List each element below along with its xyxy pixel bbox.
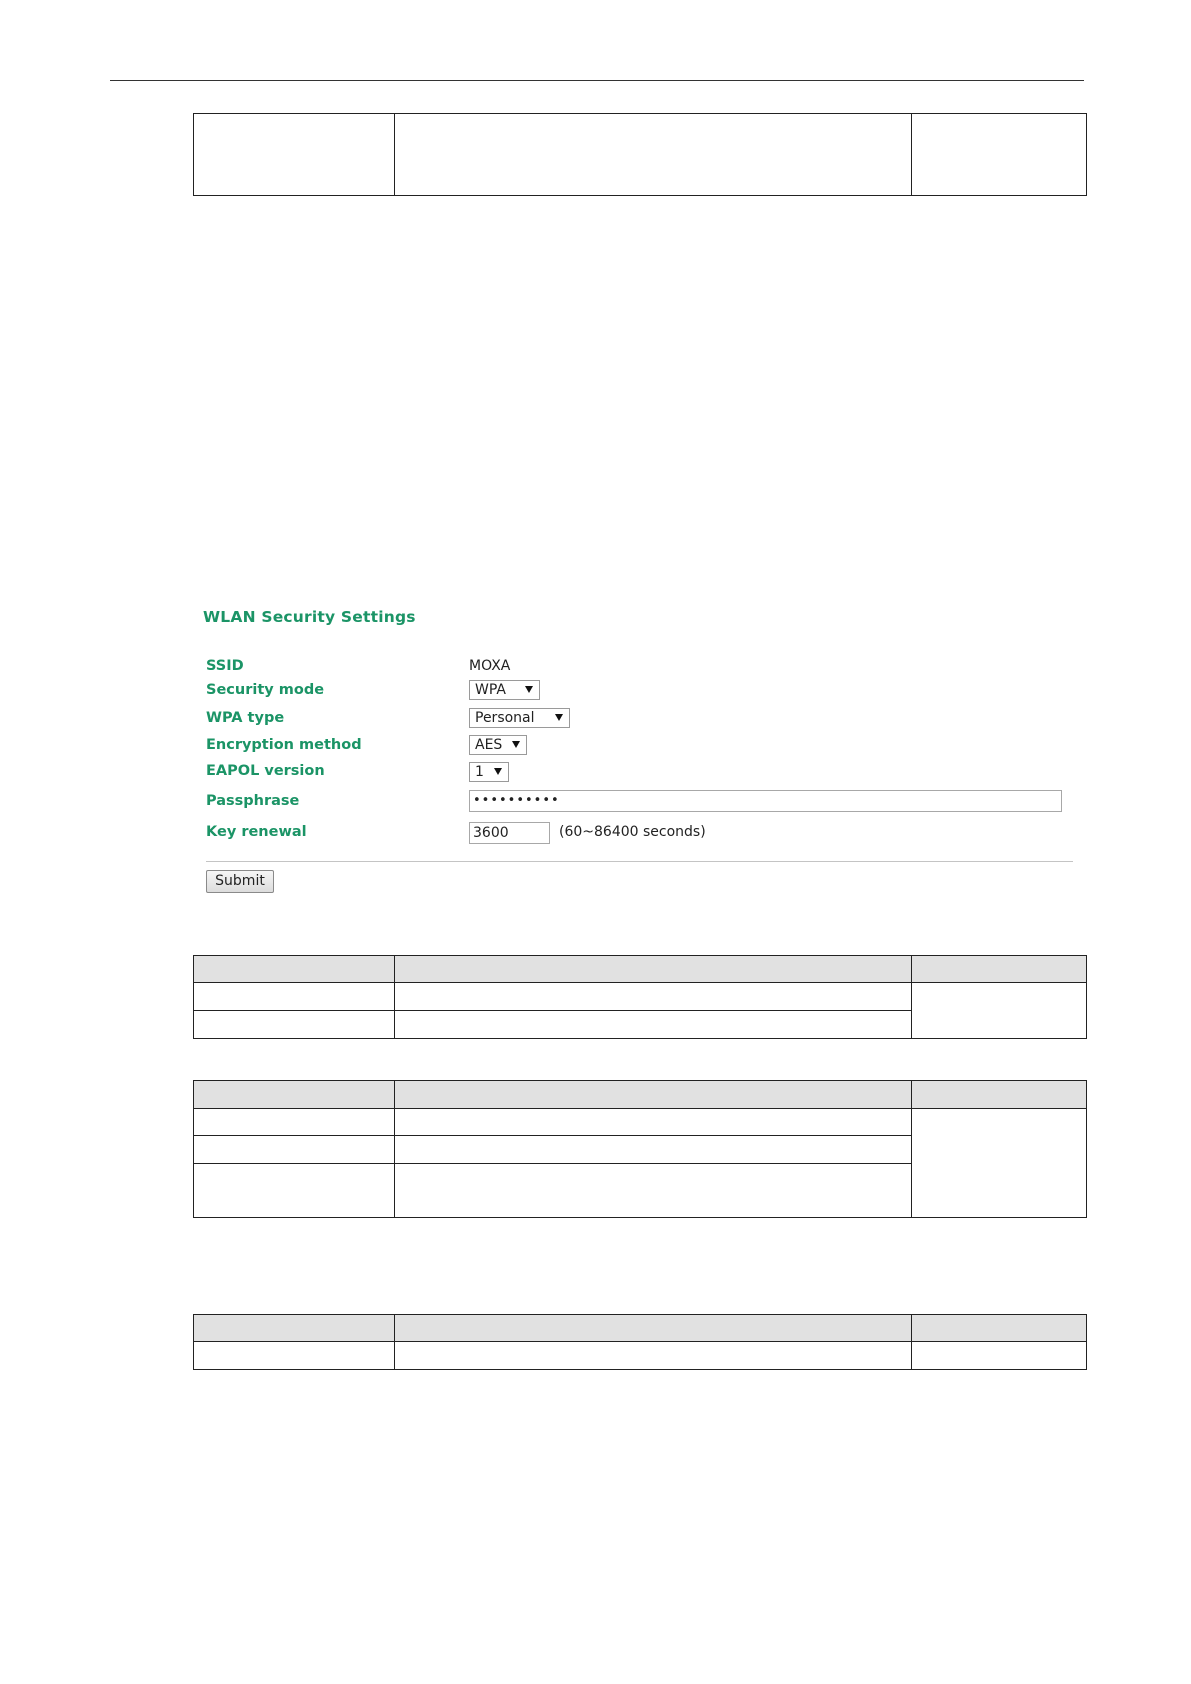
wpa-type-select[interactable] xyxy=(469,708,570,728)
wpa-type-selected: Personal xyxy=(475,710,535,726)
chevron-down-icon xyxy=(494,768,502,775)
passphrase-input[interactable]: •••••••••• xyxy=(469,790,1062,812)
chevron-down-icon xyxy=(525,686,533,693)
key-renewal-input[interactable]: 3600 xyxy=(469,822,550,844)
ssid-value: MOXA xyxy=(469,658,511,674)
page-header-rule xyxy=(110,80,1084,81)
key-renewal-label: Key renewal xyxy=(206,824,307,840)
key-renewal-hint: (60~86400 seconds) xyxy=(559,824,706,840)
table-header-row xyxy=(194,1315,1087,1342)
ssid-label: SSID xyxy=(206,658,244,674)
eapol-version-select[interactable] xyxy=(469,762,509,782)
table-header-row xyxy=(194,1081,1087,1109)
wpa-type-label: WPA type xyxy=(206,710,285,726)
table-row xyxy=(194,1342,1087,1370)
doc-table-top xyxy=(193,113,1087,196)
submit-button[interactable]: Submit xyxy=(206,870,274,893)
chevron-down-icon xyxy=(555,714,563,721)
security-mode-select[interactable] xyxy=(469,680,540,700)
encryption-method-selected: AES xyxy=(475,737,503,753)
eapol-version-label: EAPOL version xyxy=(206,763,325,779)
table-row xyxy=(194,1109,1087,1136)
encryption-method-select[interactable] xyxy=(469,735,527,755)
eapol-version-selected: 1 xyxy=(475,764,484,780)
passphrase-label: Passphrase xyxy=(206,793,300,809)
security-mode-selected: WPA xyxy=(475,682,506,698)
security-mode-label: Security mode xyxy=(206,682,325,698)
doc-table-3 xyxy=(193,1080,1087,1218)
doc-table-4 xyxy=(193,1314,1087,1370)
doc-table-2 xyxy=(193,955,1087,1039)
table-row xyxy=(194,114,1087,196)
panel-divider xyxy=(206,861,1073,862)
table-row xyxy=(194,983,1087,1011)
wlan-security-settings-panel xyxy=(200,600,1080,900)
table-header-row xyxy=(194,956,1087,983)
encryption-method-label: Encryption method xyxy=(206,737,362,753)
panel-title: WLAN Security Settings xyxy=(203,608,416,626)
chevron-down-icon xyxy=(512,741,520,748)
